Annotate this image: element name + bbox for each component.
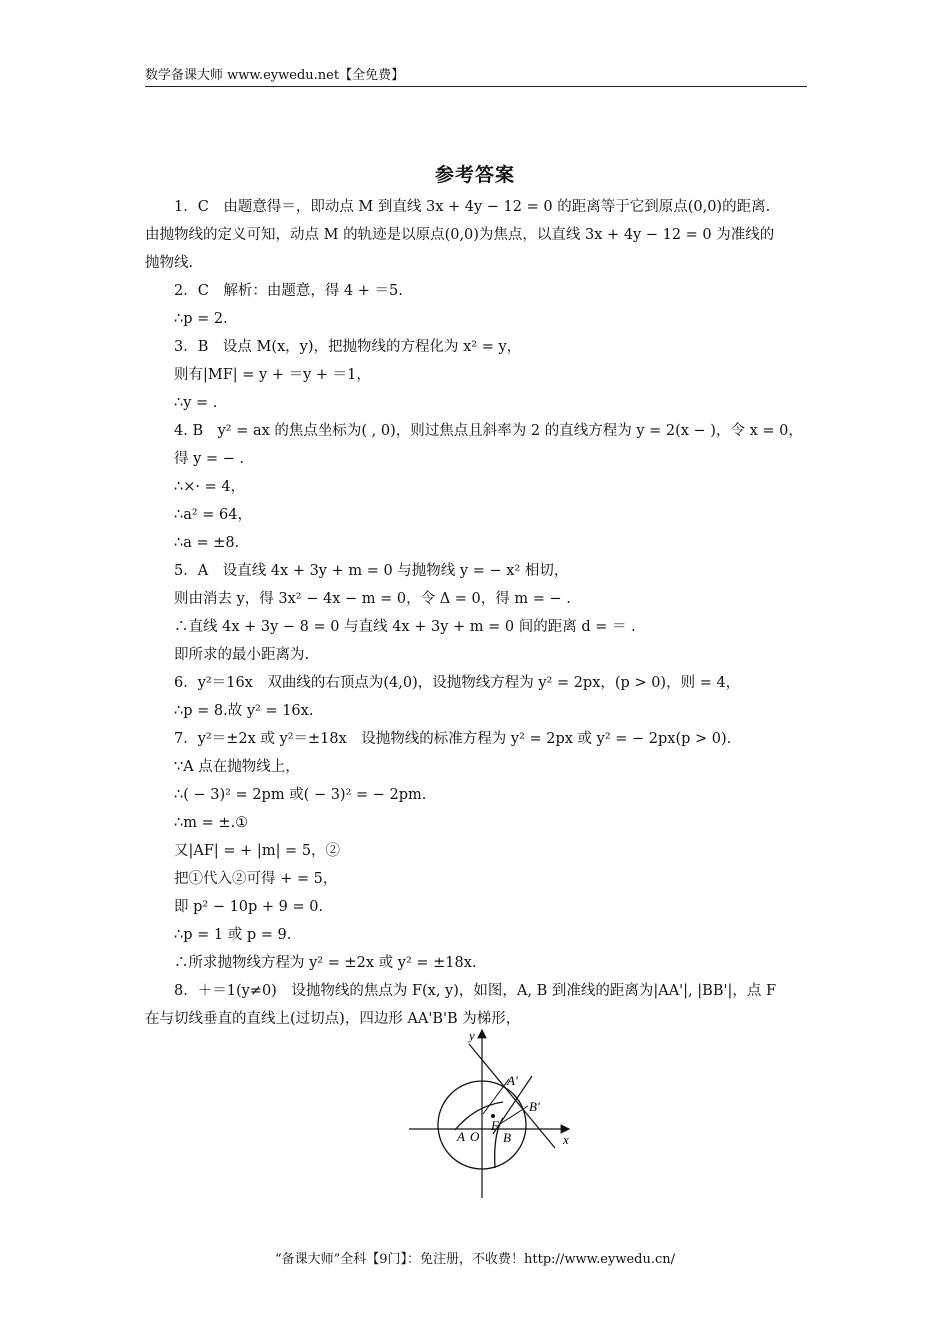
footer-text: “备课大师”全科【9门】：免注册，不收费！http://www.eywedu.cn/ xyxy=(274,1252,676,1267)
label-y: y xyxy=(469,1028,475,1043)
answer-line: ∴所求抛物线方程为 y² = ±2x 或 y² = ±18x. xyxy=(174,955,477,971)
answer-line: 8．＋＝1(y≠0) 设抛物线的焦点为 F(x, y)，如图，A, B 到准线的距离为|AA'|, |BB'|，点 F xyxy=(174,983,777,999)
geometry-figure xyxy=(405,1024,575,1200)
answer-line: 即所求的最小距离为. xyxy=(174,647,310,663)
label-b: B xyxy=(503,1130,511,1145)
answer-line: 4. B y² = ax 的焦点坐标为( , 0)，则过焦点且斜率为 2 的直线方程为 y = 2(x − )，令 x = 0， xyxy=(174,423,803,439)
answer-line: 把①代入②可得 + = 5， xyxy=(174,871,338,887)
answer-line: 在与切线垂直的直线上(过切点)，四边形 AA'B'B 为梯形， xyxy=(145,1011,521,1027)
answer-line: ∴a = ±8. xyxy=(174,535,240,551)
answer-line: ∵A 点在抛物线上， xyxy=(174,759,300,775)
answer-line: 7．y²＝±2x 或 y²＝±18x 设抛物线的标准方程为 y² = 2px 或 y² = − 2px(p > 0). xyxy=(174,731,732,747)
answer-line: 抛物线. xyxy=(145,255,194,271)
answer-line: 2．C 解析：由题意，得 4 + ＝5. xyxy=(174,283,403,299)
label-f: F xyxy=(491,1118,499,1133)
label-x: x xyxy=(563,1132,569,1147)
answer-line: 由抛物线的定义可知，动点 M 的轨迹是以原点(0,0)为焦点，以直线 3x + 4y − 12 = 0 为准线的 xyxy=(145,227,775,243)
segment-bb xyxy=(500,1106,528,1124)
segment-aa xyxy=(483,1079,509,1114)
answer-line: ∴×· = 4， xyxy=(174,479,246,495)
answer-line: 5．A 设直线 4x + 3y + m = 0 与抛物线 y = − x² 相切， xyxy=(174,563,569,579)
page-footer xyxy=(0,1248,950,1267)
answer-line: ∴a² = 64， xyxy=(174,507,253,523)
figure-svg xyxy=(405,1024,575,1200)
answer-line: 1．C 由题意得＝，即动点 M 到直线 3x + 4y − 12 = 0 的距离等于它到原点(0,0)的距离. xyxy=(174,199,771,215)
answer-line: 又|AF| = + |m| = 5，② xyxy=(174,843,341,859)
label-a-prime: A′ xyxy=(507,1073,518,1088)
answer-line: ∴m = ±.① xyxy=(174,815,249,831)
answer-line: ∴( − 3)² = 2pm 或( − 3)² = − 2pm. xyxy=(174,787,427,803)
answer-line: ∴y = . xyxy=(174,395,218,411)
answer-line: ∴p = 1 或 p = 9. xyxy=(174,927,292,943)
answer-line: 6．y²＝16x 双曲线的右顶点为(4,0)，设抛物线方程为 y² = 2px，(p > 0)，则 = 4， xyxy=(174,675,741,691)
page-title: 参考答案 xyxy=(434,164,515,186)
answer-line: ∴p = 2. xyxy=(174,311,228,327)
answer-line: ∴直线 4x + 3y − 8 = 0 与直线 4x + 3y + m = 0 间的距离 d = ＝ . xyxy=(174,619,636,635)
answer-line: 则由消去 y，得 3x² − 4x − m = 0，令 Δ = 0，得 m = − . xyxy=(174,591,571,607)
answer-line: 3．B 设点 M(x，y)，把抛物线的方程化为 x² = y， xyxy=(174,339,522,355)
header-text: 数学备课大师 www.eywedu.net【全免费】 xyxy=(145,68,405,83)
answer-line: 得 y = − . xyxy=(174,451,245,467)
answer-body xyxy=(145,193,807,1033)
answer-line: 则有|MF| = y + ＝y + ＝1， xyxy=(174,367,371,383)
page-header xyxy=(145,64,807,87)
answer-line: ∴p = 8.故 y² = 16x. xyxy=(174,703,314,719)
label-o: O xyxy=(470,1129,480,1144)
answer-line: 即 p² − 10p + 9 = 0. xyxy=(174,899,324,915)
label-b-prime: B′ xyxy=(529,1099,540,1114)
label-a: A xyxy=(457,1129,465,1144)
